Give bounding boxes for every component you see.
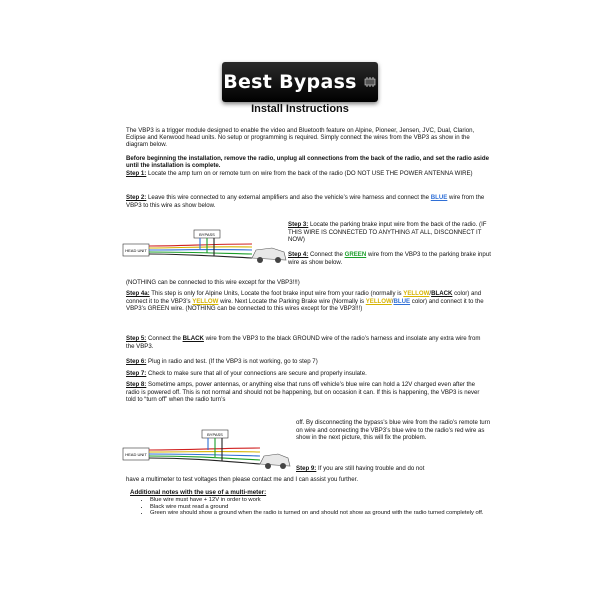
step-9-continued: have a multimeter to test voltages then please contact me and I can assist you further. bbox=[126, 476, 359, 483]
step-8-text-a: Sometime amps, power antennas, or anything else that runs off vehicle’s blue wire can hold a 12V charged even after the radio is powered off. This is not normal and should not be happening, but on occasion it can. If this is happening, the VBP3 is never told to “turn off” when the radio turn’s bbox=[126, 381, 480, 404]
step-8-continued: off. By disconnecting the bypass’s blue wire from the radio’s remote turn on wire and connecting the VBP3’s blue wire to the radio’s red wire as show in the next picture, this will fix the problem. bbox=[296, 419, 491, 442]
step-4a-label: Step 4a: bbox=[126, 290, 150, 297]
step-4a-slash-2: / bbox=[391, 297, 394, 305]
step-1 bbox=[126, 170, 490, 178]
list-item: • Black wire must read a ground bbox=[150, 504, 500, 511]
bypass-module-label: BYPASS bbox=[199, 232, 215, 237]
step-4a bbox=[126, 290, 490, 313]
step-5 bbox=[126, 335, 490, 350]
list-item: • Green wire should show a ground when the radio is turned on and should not show as ground with the radio turned completely off. bbox=[150, 510, 500, 517]
car-icon bbox=[252, 248, 286, 263]
step-2-text-b: wire from the VBP3 to this wire as show below. bbox=[126, 194, 485, 209]
step-1-text: Locate the amp turn on or remote turn on wire from the back of the radio (DO NOT USE THE POWER ANTENNA WIRE) bbox=[146, 170, 473, 177]
intro-warning: Before beginning the installation, remove the radio, unplug all connections from the back of the radio, and set the radio aside until the installation is complete. bbox=[126, 155, 489, 169]
step-7 bbox=[126, 370, 490, 378]
bypass-module-label-2: BYPASS bbox=[207, 432, 223, 437]
step-5-label: Step 5: bbox=[126, 335, 147, 342]
step-9 bbox=[296, 465, 496, 473]
step-3 bbox=[288, 221, 496, 244]
list-item: • Blue wire must have + 12V in order to work bbox=[150, 497, 500, 504]
step-2 bbox=[126, 194, 490, 209]
banner-title: Best Bypass bbox=[223, 71, 357, 93]
brand-banner bbox=[222, 62, 378, 102]
step-8 bbox=[126, 381, 490, 404]
head-unit-label-2: HEAD UNIT bbox=[125, 452, 147, 457]
step-6-text: Plug in radio and test. (If the VBP3 is not working, go to step 7) bbox=[146, 358, 318, 365]
step-7-label: Step 7: bbox=[126, 370, 147, 377]
step-6 bbox=[126, 358, 490, 366]
step-4-text-a: Connect the bbox=[308, 251, 345, 258]
step-2-label: Step 2: bbox=[126, 194, 147, 201]
step-4a-text-b: color) and connect it to the VBP3’s bbox=[126, 290, 482, 305]
step-3-label: Step 3: bbox=[288, 221, 309, 228]
step-7-text: Check to make sure that all of your connections are secure and properly insulate. bbox=[146, 370, 367, 377]
step-2-text-a: Leave this wire connected to any external amplifiers and also the vehicle’s wire harness and connect the bbox=[146, 194, 431, 201]
step-4-label: Step 4: bbox=[288, 251, 309, 258]
notes-heading: Additional notes with the use of a multi-meter: bbox=[130, 489, 267, 496]
step-4a-blue: BLUE bbox=[393, 297, 411, 305]
step-4a-yellow-3: YELLOW bbox=[365, 297, 392, 305]
step-2-blue: BLUE bbox=[430, 194, 448, 201]
head-unit-label: HEAD UNIT bbox=[125, 248, 147, 253]
intro-paragraph: The VBP3 is a trigger module designed to enable the video and Bluetooth feature on Alpine, Pioneer, Jensen, JVC, Dual, Clarion, Eclipse and Kenwood head units. No setup or programming is required. Simply connect the wires from the VBP3 as show in the diagram below. bbox=[126, 127, 475, 148]
page-subtitle: Install Instructions bbox=[251, 103, 349, 115]
step-4a-slash-1: / bbox=[429, 290, 432, 297]
step-4a-text-a: This step is only for Alpine Units, Locate the foot brake input wire from your radio (normally is bbox=[149, 290, 404, 297]
step-1-label: Step 1: bbox=[126, 170, 147, 177]
step-3-text: Locate the parking brake input wire from the back of the radio. (IF THIS WIRE IS CONNECTED TO ANYTHING AT ALL, DISCONNECT IT NOW) bbox=[288, 221, 487, 244]
step-6-label: Step 6: bbox=[126, 358, 147, 365]
step-5-text-a: Connect the bbox=[146, 335, 183, 342]
notes-list bbox=[140, 497, 500, 517]
step-4-green: GREEN bbox=[344, 251, 367, 258]
step-4-text-b: wire from the VBP3 to the parking brake input wire as show below. bbox=[288, 251, 491, 266]
chip-icon bbox=[363, 77, 377, 87]
step-9-label: Step 9: bbox=[296, 465, 317, 472]
step-4-note: (NOTHING can be connected to this wire except for the VBP3!!!) bbox=[126, 279, 300, 286]
wiring-diagram-2 bbox=[122, 424, 292, 474]
step-5-text-b: wire from the VBP3 to the black GROUND wire of the radio’s harness and insolate any extra wire from the VBP3. bbox=[126, 335, 481, 350]
step-4a-yellow-1: YELLOW bbox=[403, 290, 430, 297]
step-4a-text-c: wire. Next Locate the Parking Brake wire (Normally is bbox=[218, 297, 366, 305]
wiring-diagram-1 bbox=[122, 222, 288, 268]
step-4a-text-d: color) and connect it to the VBP3’s GREEN wire. (NOTHING can be connected to this wires except for the VBP3!!!) bbox=[126, 297, 484, 313]
car-icon-2 bbox=[260, 454, 290, 469]
step-4a-black: BLACK bbox=[431, 290, 453, 297]
step-5-black: BLACK bbox=[182, 335, 204, 342]
step-9-text-a: If you are still having trouble and do not bbox=[316, 465, 425, 472]
step-8-label: Step 8: bbox=[126, 381, 147, 388]
step-4a-yellow-2: YELLOW bbox=[192, 297, 219, 305]
step-4 bbox=[288, 251, 496, 266]
